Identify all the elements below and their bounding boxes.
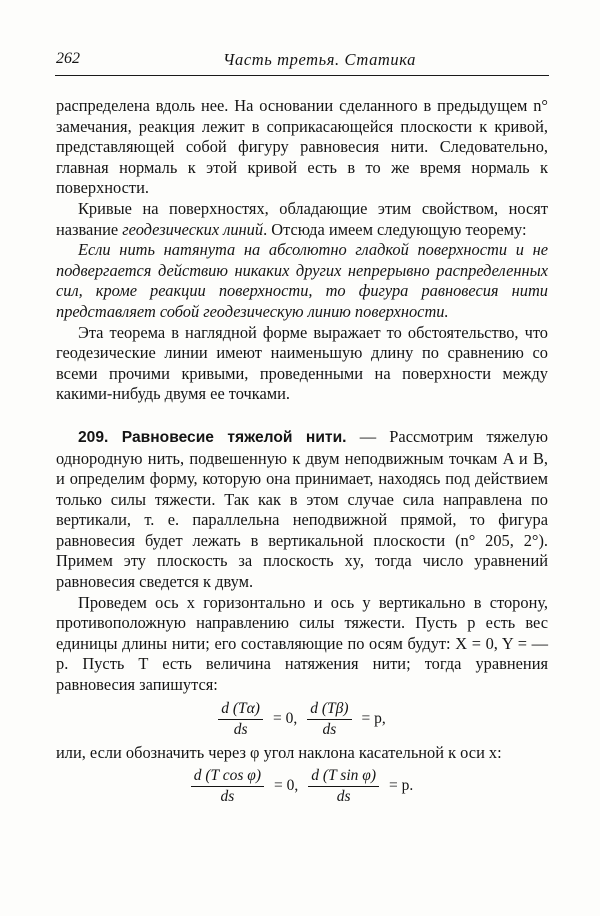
section-209-paragraph	[56, 427, 548, 593]
section-heading: 209. Равновесие тяжелой нити.	[78, 428, 347, 446]
paragraph-continuation: распределена вдоль нее. На основании сделанного в предыдущем n° замечания, реакция лежит в соприкасающейся плоскости к кривой, представляющей собой фигуру равновесия нити. Следовательно, главная нормаль к этой кривой есть в то же время нормаль к поверхности.	[56, 96, 548, 198]
section-gap	[56, 405, 548, 427]
paragraph-axes: Проведем ось x горизонтально и ось y вертикально в сторону, противоположную направлению силы тяжести. Пусть p есть вес единицы длины нити; его составляющие по осям будут: X = 0, Y = —p. Пусть T есть величина натяжения нити; тогда уравнения равновесия запишутся:	[56, 592, 548, 695]
fraction-2: $\frac{d (T\beta)}{ds}$	[307, 700, 351, 739]
page-body	[56, 96, 548, 810]
running-title: Часть третья. Статика	[223, 50, 417, 69]
paragraph-angle: или, если обозначить через φ угол наклона касательной к оси x:	[56, 742, 502, 762]
paragraph-after-theorem: Эта теорема в наглядной форме выражает то обстоятельство, что геодезические линии имеют наименьшую длину по сравнению со всеми прочими кривыми, проведенными на поверхности между какими-нибудь двумя ее точками.	[56, 322, 548, 404]
paragraph-geodesic	[56, 199, 548, 240]
header-rule	[55, 75, 549, 76]
fraction-3: $\frac{\text{d (T cos φ)}}{ds}$	[191, 767, 264, 806]
geodesic-outro: . Отсюда имеем следующую теорему:	[263, 219, 527, 239]
page-number: 262	[56, 50, 80, 67]
fraction-1: $\frac{d (T\alpha)}{ds}$	[218, 700, 263, 739]
page-header	[0, 0, 600, 80]
equation-equilibrium: $\frac{d (T\alpha)}{ds}$ = 0, $\frac{d (T\beta)}{ds}$ = p,	[56, 700, 548, 739]
section-text: — Рассмотрим тяжелую однородную нить, подвешенную к двум неподвижным точкам A и B, и определим форму, которую она принимает, находясь под действием только силы тяжести. Так как в этом случае сила направлена по вертикали, т. е. параллельна неподвижной прямой, то фигура равновесия будет лежать в вертикальной плоскости (n° 205, 2°). Примем эту плоскость за плоскость xy, тогда число уравнений равновесия сведется к двум.	[56, 426, 549, 592]
geodesic-term: геодезических линий	[122, 219, 264, 239]
geodesic-intro: Кривые на поверхностях, обладающие этим свойством, носят название	[56, 198, 548, 239]
fraction-4: $\frac{\text{d (T sin φ)}}{ds}$	[308, 767, 379, 806]
theorem-text: Если нить натянута на абсолютно гладкой поверхности и не подвергается действию никаких других непрерывно распределенных сил, кроме реакции поверхности, то фигура равновесия нити представляет собой геодезическую линию поверхности.	[56, 240, 548, 321]
equation-trig: $\frac{\text{d (T cos φ)}}{ds}$ = 0, $\frac{\text{d (T sin φ)}}{ds}$ = p.	[56, 767, 548, 806]
